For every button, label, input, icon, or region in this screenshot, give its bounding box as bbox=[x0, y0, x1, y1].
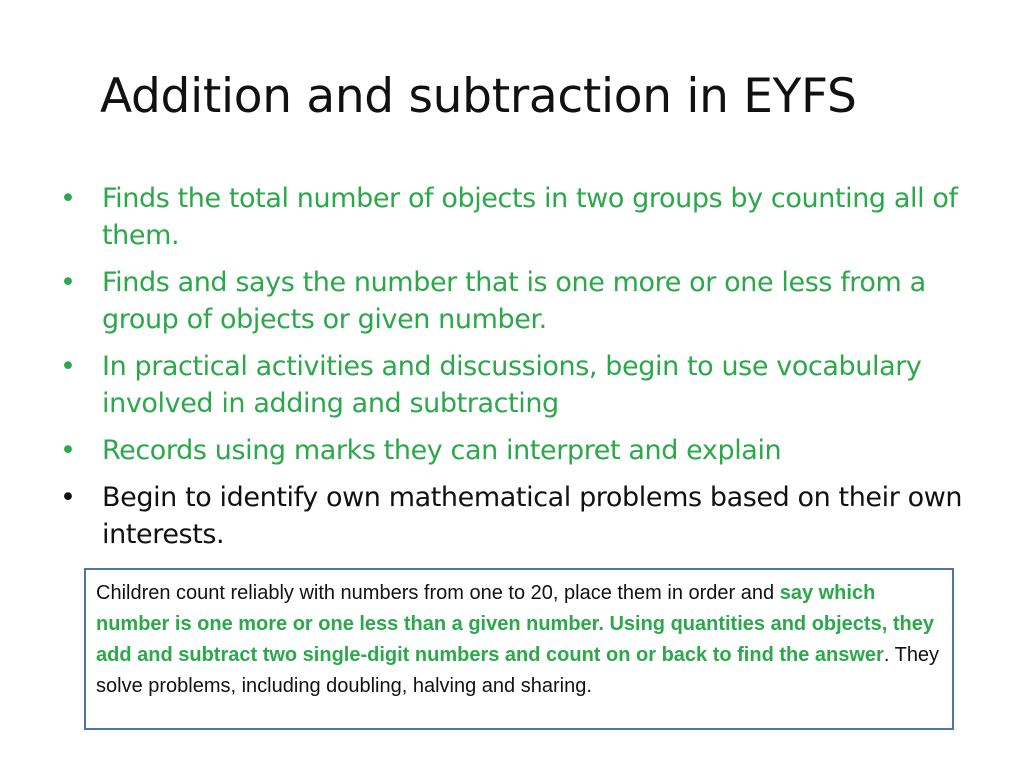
bullet-icon: • bbox=[60, 351, 76, 382]
slide-title: Addition and subtraction in EYFS bbox=[100, 69, 857, 124]
bullet-item-1 bbox=[56, 180, 976, 254]
bullet-list bbox=[56, 180, 976, 563]
bullet-text: Finds the total number of objects in two groups by counting all of them. bbox=[102, 183, 958, 251]
info-box-text-end: . They solve problems, including doubling, halving and sharing. bbox=[96, 644, 940, 697]
bullet-icon: • bbox=[60, 482, 76, 513]
bullet-text: Finds and says the number that is one more or one less from a group of objects or given number. bbox=[102, 267, 926, 335]
early-learning-goal-box bbox=[84, 568, 954, 730]
bullet-item-4 bbox=[56, 432, 976, 469]
bullet-item-3 bbox=[56, 348, 976, 422]
info-box-text-start: Children count reliably with numbers from one to 20, place them in order and bbox=[96, 582, 780, 604]
bullet-text: In practical activities and discussions, begin to use vocabulary involved in adding and subtracting bbox=[102, 351, 922, 419]
bullet-item-5 bbox=[56, 479, 976, 553]
bullet-icon: • bbox=[60, 435, 76, 466]
bullet-text: Begin to identify own mathematical problems based on their own interests. bbox=[102, 482, 963, 550]
info-box-highlight-text: say which number is one more or one less than a given number. Using quantities and objects, they add and subtract two single-digit numbers and count on or back to find the answer bbox=[96, 582, 934, 666]
bullet-icon: • bbox=[60, 267, 76, 298]
bullet-text: Records using marks they can interpret and explain bbox=[102, 435, 782, 466]
bullet-icon: • bbox=[60, 183, 76, 214]
bullet-item-2 bbox=[56, 264, 976, 338]
